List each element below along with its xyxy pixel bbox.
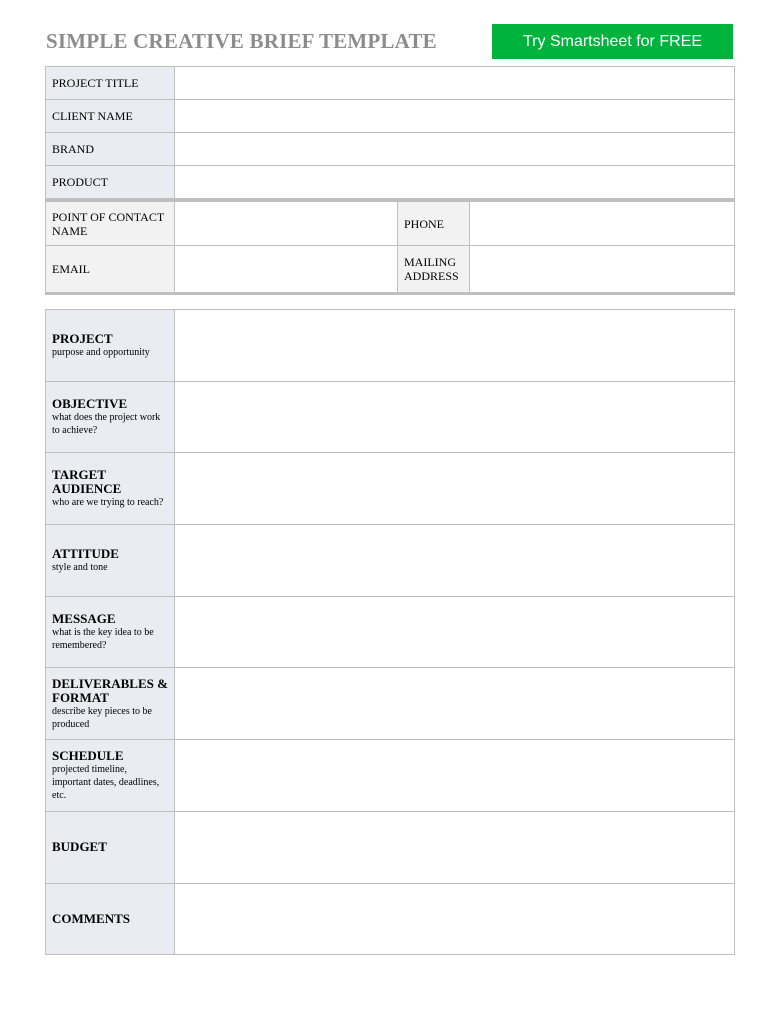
client-name-row [46, 100, 735, 133]
brief-heading: OBJECTIVE [52, 396, 128, 412]
client-name-label: CLIENT NAME [46, 100, 175, 133]
brief-description: what does the project work to achieve? [52, 412, 161, 437]
brief-row-target-audience [46, 453, 735, 525]
brief-row-comments [46, 883, 735, 955]
brief-description: purpose and opportunity [52, 346, 150, 358]
brief-heading: PROJECT [52, 330, 113, 346]
email-input[interactable] [175, 246, 397, 292]
brief-description: what is the key idea to be remembered? [52, 627, 154, 652]
brief-heading: COMMENTS [52, 910, 130, 926]
client-name-input[interactable] [175, 100, 734, 132]
project-title-input[interactable] [175, 67, 734, 99]
brief-label-project [46, 310, 175, 382]
brand-input[interactable] [175, 133, 734, 165]
brief-cell-budget [175, 811, 735, 883]
brief-row-project [46, 310, 735, 382]
brief-cell-comments [175, 883, 735, 955]
client-name-cell [175, 100, 735, 133]
try-smartsheet-button[interactable]: Try Smartsheet for FREE [492, 24, 733, 59]
brief-row-schedule [46, 740, 735, 812]
contact-row-2 [46, 246, 735, 294]
brief-heading: SCHEDULE [52, 747, 124, 763]
brief-label-message [46, 596, 175, 668]
deliverables-textarea[interactable] [175, 666, 734, 737]
objective-textarea[interactable] [175, 379, 734, 450]
page-title: SIMPLE CREATIVE BRIEF TEMPLATE [46, 29, 437, 53]
product-label: PRODUCT [46, 166, 175, 199]
phone-cell [470, 201, 735, 246]
brief-description: describe key pieces to be produced [52, 705, 152, 730]
brief-cell-project [175, 310, 735, 382]
product-row [46, 166, 735, 199]
comments-textarea[interactable] [175, 881, 734, 952]
brief-label-target-audience [46, 453, 175, 525]
brand-cell [175, 133, 735, 166]
point-of-contact-label: POINT OF CONTACT NAME [46, 201, 175, 246]
project-title-cell [175, 67, 735, 100]
attitude-textarea[interactable] [175, 523, 734, 594]
creative-brief-table [45, 309, 735, 955]
brief-label-deliverables [46, 668, 175, 740]
email-label: EMAIL [46, 246, 175, 294]
mailing-address-input[interactable] [470, 246, 734, 292]
point-of-contact-cell [175, 201, 398, 246]
project-title-label: PROJECT TITLE [46, 67, 175, 100]
project-textarea[interactable] [175, 308, 734, 379]
mailing-address-cell [470, 246, 735, 294]
brief-heading: DELIVERABLES & FORMAT [52, 675, 168, 705]
brief-label-objective [46, 381, 175, 453]
email-cell [175, 246, 398, 294]
brief-description: who are we trying to reach? [52, 497, 164, 509]
target-audience-textarea[interactable] [175, 451, 734, 522]
contact-row-1 [46, 201, 735, 246]
brief-heading: BUDGET [52, 839, 107, 855]
brief-cell-deliverables [175, 668, 735, 740]
brief-cell-target-audience [175, 453, 735, 525]
brief-cell-attitude [175, 525, 735, 597]
message-textarea[interactable] [175, 594, 734, 665]
schedule-textarea[interactable] [175, 738, 734, 809]
project-title-row [46, 67, 735, 100]
brief-row-deliverables [46, 668, 735, 740]
brief-heading: TARGET AUDIENCE [52, 467, 122, 497]
brand-label: BRAND [46, 133, 175, 166]
phone-input[interactable] [470, 202, 734, 245]
brand-row [46, 133, 735, 166]
contact-info-table [45, 199, 735, 295]
brief-label-budget [46, 811, 175, 883]
brief-row-budget [46, 811, 735, 883]
brief-description: projected timeline, important dates, deadlines, etc. [52, 763, 160, 801]
brief-heading: ATTITUDE [52, 545, 119, 561]
budget-textarea[interactable] [175, 809, 734, 880]
product-input[interactable] [175, 166, 734, 198]
brief-label-comments [46, 883, 175, 955]
phone-label: PHONE [398, 201, 470, 246]
brief-description: style and tone [52, 561, 108, 573]
brief-cell-message [175, 596, 735, 668]
brief-row-message [46, 596, 735, 668]
point-of-contact-input[interactable] [175, 202, 397, 245]
brief-heading: MESSAGE [52, 611, 116, 627]
brief-label-attitude [46, 525, 175, 597]
brief-cell-objective [175, 381, 735, 453]
brief-cell-schedule [175, 740, 735, 812]
brief-row-objective [46, 381, 735, 453]
product-cell [175, 166, 735, 199]
project-info-table [45, 66, 735, 199]
brief-row-attitude [46, 525, 735, 597]
brief-label-schedule [46, 740, 175, 812]
mailing-address-label: MAILING ADDRESS [398, 246, 470, 294]
